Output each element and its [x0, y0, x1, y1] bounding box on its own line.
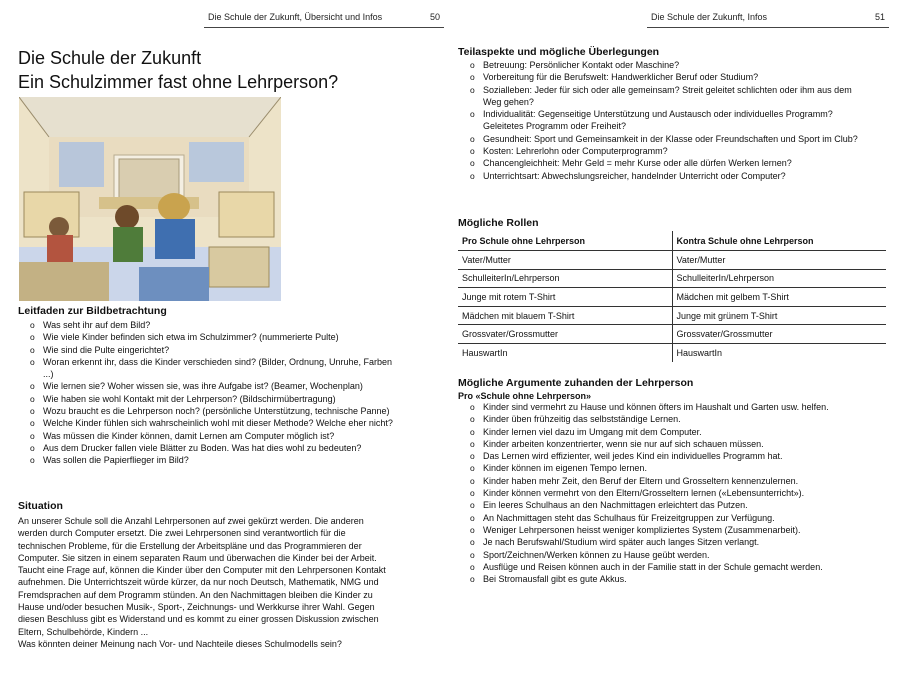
- argumente-heading: Mögliche Argumente zuhanden der Lehrperson: [458, 377, 694, 389]
- table-cell: Vater/Mutter: [672, 251, 886, 270]
- header-rule: [204, 27, 444, 28]
- leitfaden-section: [18, 305, 438, 467]
- table-row: [458, 343, 886, 361]
- situation-heading: Situation: [18, 500, 63, 512]
- table-cell: Vater/Mutter: [458, 251, 672, 270]
- list-item: o Was müssen die Kinder können, damit Lernen am Computer möglich ist?: [18, 430, 393, 442]
- list-item: o Was seht ihr auf dem Bild?: [18, 319, 393, 331]
- situation-text: An unserer Schule soll die Anzahl Lehrpersonen auf zwei gekürzt werden. Die anderen werden durch Computer ersetzt. Die zwei Lehrpersonen sind verantwortlich für die technischen Probleme, für die Erstellung der Arbeitspläne und das Programmieren der Computer. Sie sitzen in einem separaten Raum und überwachen die Kinder bei der Arbeit. Taucht eine Frage auf, können die Kinder über den Computer mit den Lehrpersonen Kontakt aufnehmen. Die Unterrichtszeit würde kürzer, da nur noch Deutsch, Mathematik, NMG und Fremdsprachen auf dem Programm stünden. An den Nachmittagen bleiben die Kinder zu Hause und/oder besuchen Musik-, Sport-, Zeichnungs- und Werkkurse ihrer Wahl. Gegen diesen Beschluss gibt es Widerstand und es kommt zu einer grossen Diskussion zwischen Eltern, Schulbehörde, Kindern ...: [18, 516, 386, 637]
- running-header-right: [651, 12, 887, 22]
- list-item: o Kinder lernen viel dazu im Umgang mit dem Computer.: [458, 426, 883, 438]
- list-item: o Chancengleichheit: Mehr Geld = mehr Kurse oder alle dürfen Werken lernen?: [458, 157, 868, 169]
- table-header-row: [458, 231, 886, 251]
- list-item: o Wie haben sie wohl Kontakt mit der Lehrperson? (Bildschirmübertragung): [18, 393, 393, 405]
- list-item: o Bei Stromausfall gibt es gute Akkus.: [458, 573, 883, 585]
- table-cell: Junge mit rotem T-Shirt: [458, 288, 672, 307]
- list-item: o Kinder können im eigenen Tempo lernen.: [458, 462, 883, 474]
- list-item: o Gesundheit: Sport und Gemeinsamkeit in der Klasse oder Freundschaften und Sport im Club?: [458, 133, 868, 145]
- list-item: o Das Lernen wird effizienter, weil jedes Kind ein individuelles Programm hat.: [458, 450, 883, 462]
- list-item: o Kosten: Lehrerlohn oder Computerprogramm?: [458, 145, 868, 157]
- teilaspekte-section: [458, 46, 888, 182]
- list-item: o Wie lernen sie? Woher wissen sie, was ihre Aufgabe ist? (Beamer, Wochenplan): [18, 380, 393, 392]
- running-header-left: [208, 12, 440, 22]
- column-header-pro: Pro Schule ohne Lehrperson: [458, 231, 672, 251]
- list-item: o Wie sind die Pulte eingerichtet?: [18, 344, 393, 356]
- rollen-table: [458, 231, 886, 362]
- list-item: o Individualität: Gegenseitige Unterstützung und Austausch oder individuelles Programm? Geleitetes Programm oder Freiheit?: [458, 108, 868, 133]
- list-item: o Was sollen die Papierflieger im Bild?: [18, 454, 393, 466]
- header-rule: [647, 27, 889, 28]
- header-title: Die Schule der Zukunft, Infos: [651, 12, 768, 22]
- list-item: o Vorbereitung für die Berufswelt: Handwerklicher Beruf oder Studium?: [458, 71, 868, 83]
- right-page: [450, 0, 900, 686]
- list-item: o Weniger Lehrpersonen heisst weniger kompliziertes System (Zusammenarbeit).: [458, 524, 883, 536]
- table-row: [458, 251, 886, 270]
- list-item: o Kinder üben frühzeitig das selbstständige Lernen.: [458, 413, 883, 425]
- table-cell: Grossvater/Grossmutter: [672, 325, 886, 344]
- table-cell: HauswartIn: [462, 347, 508, 358]
- list-item: o Kinder können vermehrt von den Eltern/Grosseltern lernen («Lebensunterricht»).: [458, 487, 883, 499]
- list-item: o Ausflüge und Reisen können auch in der Familie statt in der Schule gemacht werden.: [458, 561, 883, 573]
- table-cell: Mädchen mit gelbem T-Shirt: [672, 288, 886, 307]
- list-item: o Kinder sind vermehrt zu Hause und können öfters im Haushalt und Garten usw. helfen.: [458, 401, 883, 413]
- leitfaden-list: [18, 319, 393, 467]
- argumente-list: [458, 401, 883, 585]
- teilaspekte-list: [458, 59, 868, 182]
- leitfaden-heading: Leitfaden zur Bildbetrachtung: [18, 305, 167, 317]
- list-item: o Ein leeres Schulhaus an den Nachmittagen erleichtert das Putzen.: [458, 499, 883, 511]
- list-item: o Aus dem Drucker fallen viele Blätter zu Boden. Was hat dies wohl zu bedeuten?: [18, 442, 393, 454]
- argumente-subheading: Pro «Schule ohne Lehrperson»: [458, 391, 592, 401]
- page-number: 51: [875, 12, 886, 22]
- table-row: [458, 306, 886, 325]
- teilaspekte-heading: Teilaspekte und mögliche Überlegungen: [458, 46, 660, 58]
- list-item: o Sport/Zeichnen/Werken können zu Hause geübt werden.: [458, 549, 883, 561]
- list-item: o Woran erkennt ihr, dass die Kinder verschieden sind? (Bilder, Ordnung, Unruhe, Farben ...): [18, 356, 393, 381]
- situation-section: [18, 500, 393, 650]
- argumente-section: [458, 377, 888, 585]
- table-cell: HauswartIn: [672, 343, 886, 361]
- table-cell: Mädchen mit blauem T-Shirt: [458, 306, 672, 325]
- table-cell: Junge mit grünem T-Shirt: [672, 306, 886, 325]
- situation-question: Was könnten deiner Meinung nach Vor- und Nachteile dieses Schulmodells sein?: [18, 638, 342, 649]
- list-item: o Je nach Berufswahl/Studium wird später auch langes Sitzen verlangt.: [458, 536, 883, 548]
- page-number: 50: [430, 12, 441, 22]
- table-row: [458, 288, 886, 307]
- list-item: o An Nachmittagen steht das Schulhaus für Freizeitgruppen zur Verfügung.: [458, 512, 883, 524]
- column-header-kontra: Kontra Schule ohne Lehrperson: [672, 231, 886, 251]
- list-item: o Kinder haben mehr Zeit, den Beruf der Eltern und Grosseltern kennenzulernen.: [458, 475, 883, 487]
- title-line-1: Die Schule der Zukunft: [18, 48, 202, 68]
- rollen-heading: Mögliche Rollen: [458, 217, 539, 229]
- list-item: o Wie viele Kinder befinden sich etwa im Schulzimmer? (nummerierte Pulte): [18, 331, 393, 343]
- table-cell: SchulleiterIn/Lehrperson: [458, 269, 672, 288]
- list-item: o Kinder arbeiten konzentrierter, wenn sie nur auf sich schauen müssen.: [458, 438, 883, 450]
- table-row: [458, 325, 886, 344]
- list-item: o Betreuung: Persönlicher Kontakt oder Maschine?: [458, 59, 868, 71]
- header-title: Die Schule der Zukunft, Übersicht und Infos: [208, 12, 383, 22]
- table-cell: SchulleiterIn/Lehrperson: [672, 269, 886, 288]
- list-item: o Welche Kinder fühlen sich wahrscheinlich wohl mit dieser Methode? Welche eher nicht?: [18, 417, 393, 429]
- page-title: [18, 46, 338, 94]
- table-row: [458, 269, 886, 288]
- list-item: o Sozialleben: Jeder für sich oder alle gemeinsam? Streit geleitet schlichten oder ihm aus dem Weg gehen?: [458, 84, 868, 109]
- classroom-drawing: [19, 97, 281, 301]
- list-item: o Wozu braucht es die Lehrperson noch? (persönliche Unterstützung, technische Panne): [18, 405, 393, 417]
- rollen-section: [458, 217, 888, 362]
- list-item: o Unterrichtsart: Abwechslungsreicher, handelnder Unterricht oder Computer?: [458, 170, 868, 182]
- table-cell: Grossvater/Grossmutter: [458, 325, 672, 344]
- title-line-2: Ein Schulzimmer fast ohne Lehrperson?: [18, 72, 339, 92]
